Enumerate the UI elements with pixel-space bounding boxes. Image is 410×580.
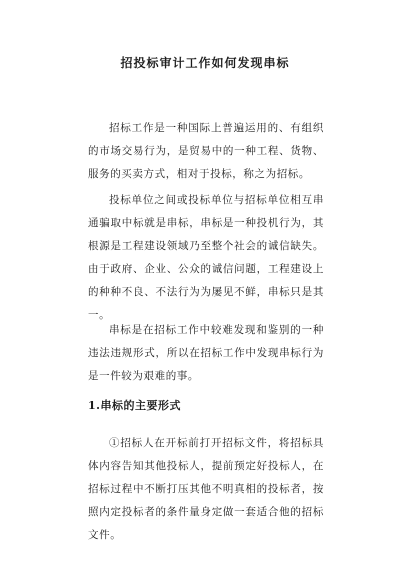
paragraph-form-one: ①招标人在开标前打开招标文件，将招标具体内容告知其他投标人，提前预定好投标人，在招标过程中不断打压其他不明真相的投标者，按照内定投标者的条件量身定做一套适合他的招标文件。 — [88, 437, 324, 541]
section-heading: 1.串标的主要形式 — [88, 399, 181, 412]
paragraph-collusive-bidding-definition: 投标单位之间或投标单位与招标单位相互串通骗取中标就是串标，串标是一种投机行为，其根源是工程建设领域乃至整个社会的诚信缺失。由于政府、企业、公众的诚信问题，工程建设上的种种不良、不法行为为屡见不鲜，串标只是其一。 — [88, 194, 324, 321]
paragraph-detection-difficulty: 串标是在招标工作中较难发现和鉴别的一种违法违规形式，所以在招标工作中发现串标行为是一件较为艰难的事。 — [88, 324, 324, 382]
paragraph-tendering-definition: 招标工作是一种国际上普遍运用的、有组织的市场交易行为，是贸易中的一种工程、货物、服务的买卖方式，相对于投标，称之为招标。 — [88, 122, 324, 180]
document-title: 招投标审计工作如何发现串标 — [120, 56, 290, 70]
